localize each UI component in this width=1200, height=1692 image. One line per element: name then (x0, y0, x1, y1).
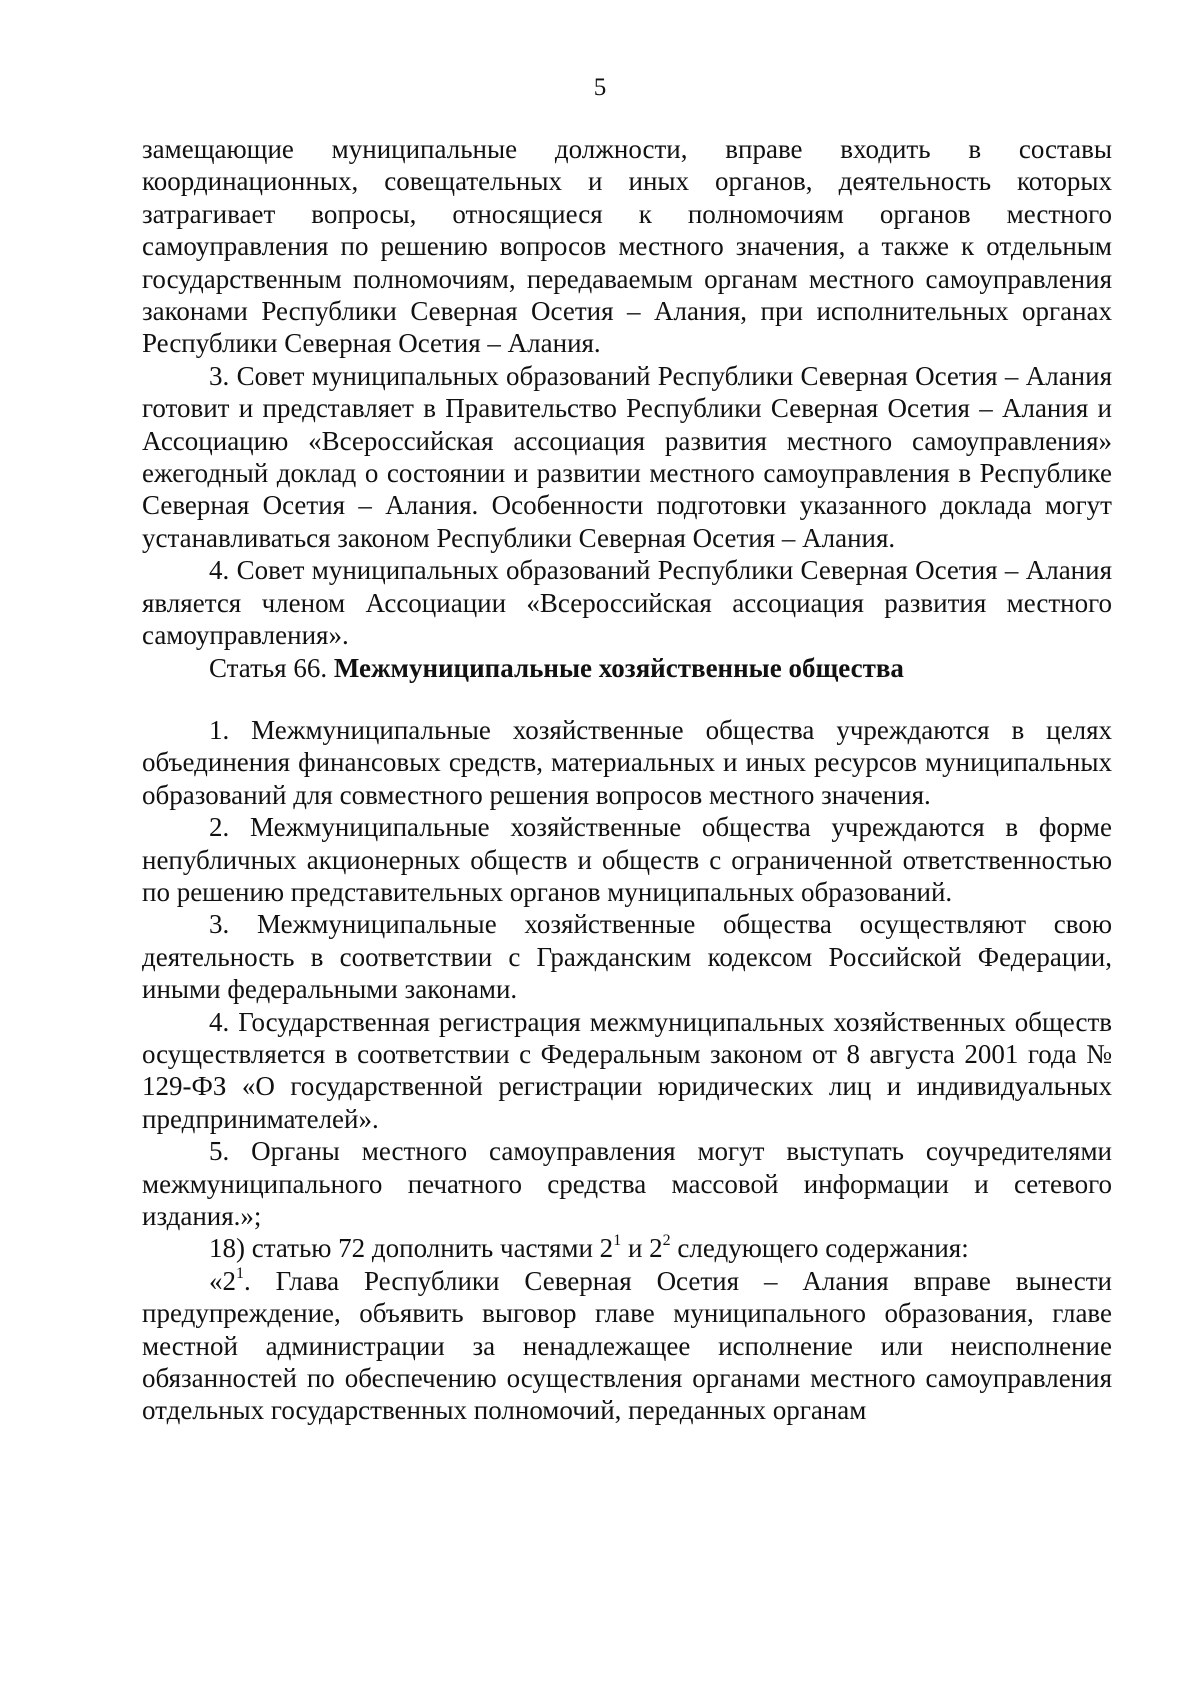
article66-prefix: Статья 66. (209, 652, 334, 683)
item18-text-a: 18) статью 72 дополнить частями 2 (209, 1233, 614, 1264)
article66-paragraph-4: 4. Государственная регистрация межмуниципальных хозяйственных обществ осуществляется в соответствии с Федеральным законом от 8 августа 2001 года № 129-ФЗ «О государственной регистрации юридических лиц и индивидуальных предпринимателей». (142, 1006, 1112, 1134)
article66-title: Межмуниципальные хозяйственные общества (333, 652, 904, 683)
article66-paragraph-5: 5. Органы местного самоуправления могут выступать соучредителями межмуниципального печатного средства массовой информации и сетевого издания.»; (142, 1136, 1112, 1231)
article66-paragraph-1: 1. Межмуниципальные хозяйственные общества учреждаются в целях объединения финансовых средств, материальных и иных ресурсов муниципальных образований для совместного решения вопросов местного значения. (142, 714, 1112, 810)
article66-paragraph-3: 3. Межмуниципальные хозяйственные общества осуществляют свою деятельность в соответствии с Гражданским кодексом Российской Федерации, иными федеральными законами. (142, 909, 1112, 1005)
document-body (142, 133, 1112, 1427)
page-number: 5 (593, 74, 607, 101)
item-18 (142, 1232, 1112, 1264)
article65-paragraph-2-continuation: замещающие муниципальные должности, вправе входить в составы координационных, совещательных и иных органов, деятельность которых затрагивает вопросы, относящиеся к полномочиям органов местного самоуправления по решению вопросов местного значения, а также к отдельным государственным полномочиям, передаваемым органам местного самоуправления законами Республики Северная Осетия – Алания, при исполнительных органах Республики Северная Осетия – Алания. (142, 134, 1112, 359)
part-2-1-superscript: 1 (236, 1264, 244, 1282)
item18-superscript-1: 1 (613, 1232, 622, 1250)
part-2-1-paragraph (142, 1265, 1112, 1427)
part-2-1-text: . Глава Республики Северная Осетия – Алания вправе вынести предупреждение, объявить выговор главе муниципального образования, главе местной администрации за ненадлежащее исполнение или неисполнение обязанностей по обеспечению осуществления органами местного самоуправления отдельных государственных полномочий, переданных органам (142, 1265, 1112, 1426)
item18-text-b: и 2 (621, 1233, 663, 1264)
article65-paragraph-4: 4. Совет муниципальных образований Республики Северная Осетия – Алания является членом Ассоциации «Всероссийская ассоциация развития местного самоуправления». (142, 555, 1112, 651)
item18-superscript-2: 2 (662, 1232, 671, 1250)
article65-paragraph-3: 3. Совет муниципальных образований Республики Северная Осетия – Алания готовит и представляет в Правительство Республики Северная Осетия – Алания и Ассоциацию «Всероссийская ассоциация развития местного самоуправления» ежегодный доклад о состоянии и развитии местного самоуправления в Республике Северная Осетия – Алания. Особенности подготовки указанного доклада могут устанавливаться законом Республики Северная Осетия – Алания. (142, 360, 1112, 553)
item18-text-c: следующего содержания: (670, 1233, 969, 1264)
article66-heading (142, 652, 1112, 684)
part-2-1-open: «2 (209, 1265, 236, 1296)
article66-paragraph-2: 2. Межмуниципальные хозяйственные общества учреждаются в форме непубличных акционерных обществ и обществ с ограниченной ответственностью по решению представительных органов муниципальных образований. (142, 812, 1112, 907)
